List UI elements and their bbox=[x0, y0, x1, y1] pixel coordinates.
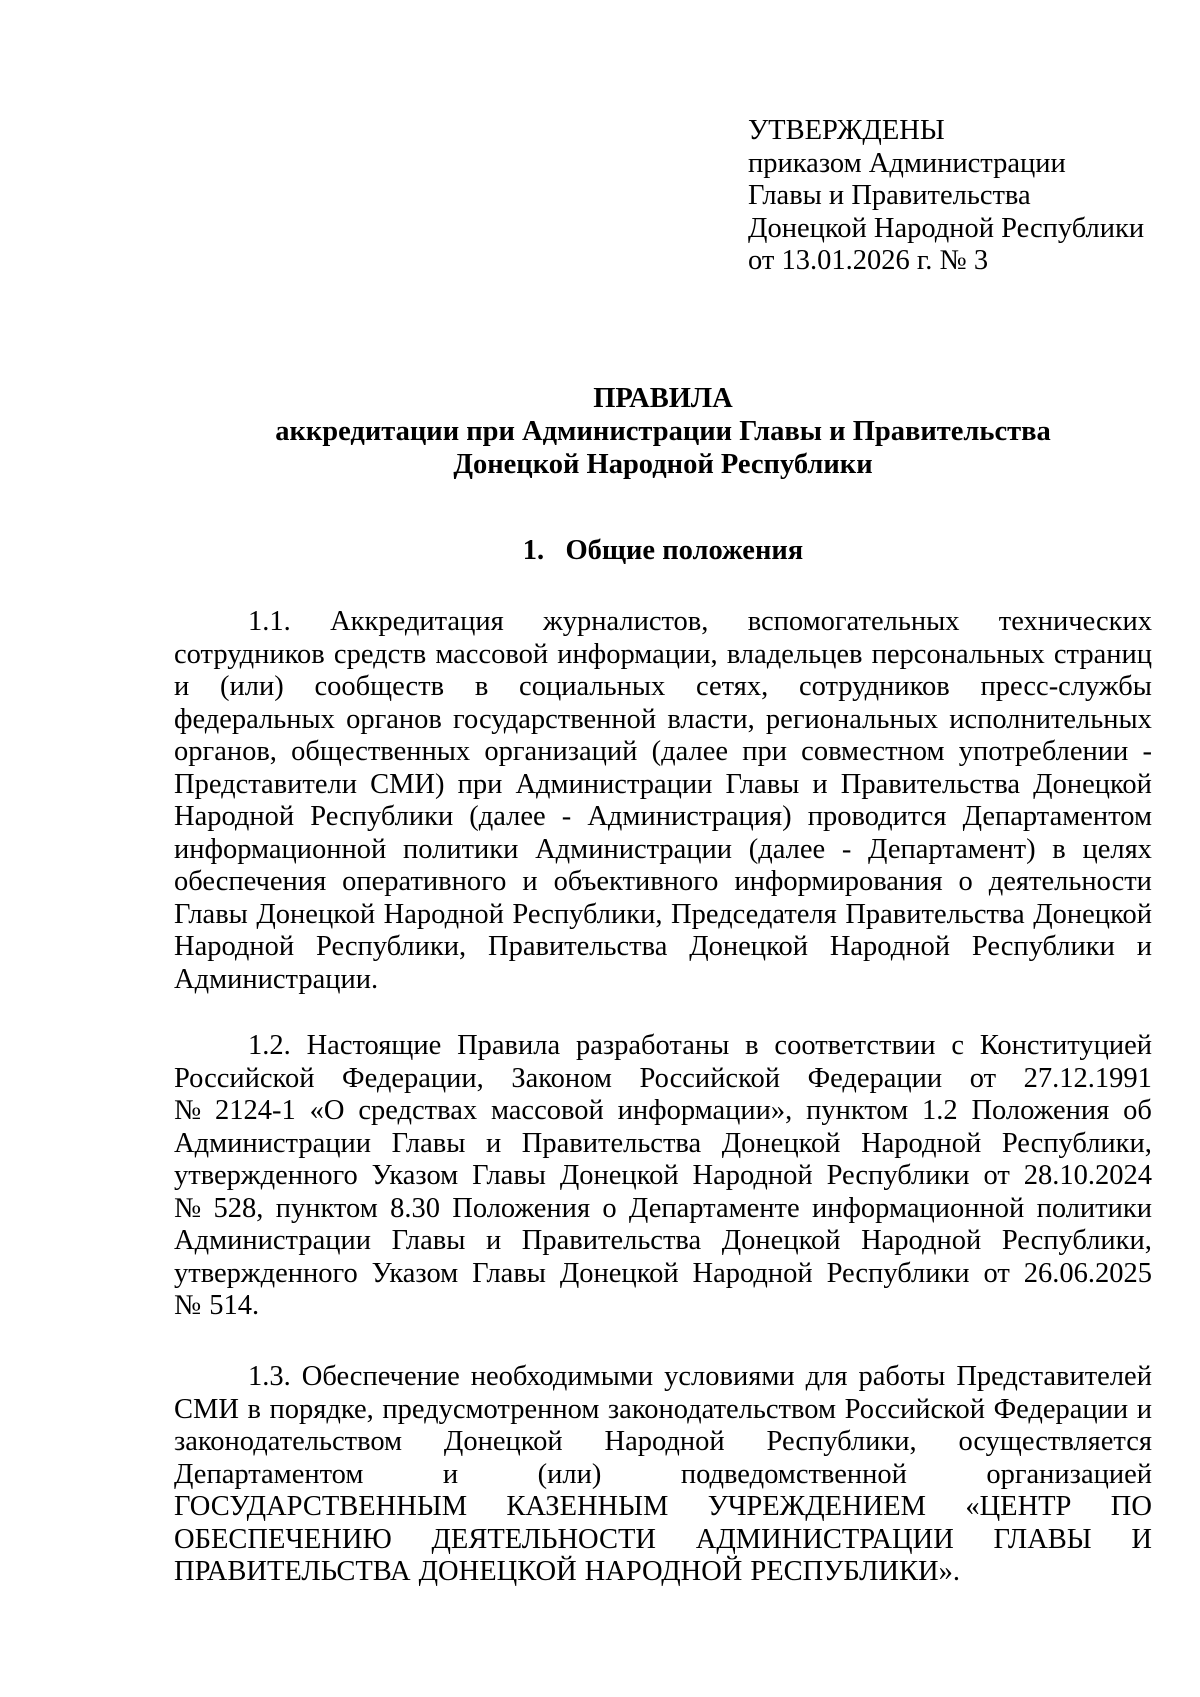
paragraph-line: сотрудников средств массовой информации, владельцев персональных страниц bbox=[174, 638, 1152, 670]
paragraph-line: ГОСУДАРСТВЕННЫМ КАЗЕННЫМ УЧРЕЖДЕНИЕМ «ЦЕНТР ПО bbox=[174, 1491, 1152, 1522]
paragraph-line: 1.2. Настоящие Правила разработаны в соответствии с Конституцией bbox=[248, 1030, 1152, 1061]
paragraph-line: Российской Федерации, Законом Российской Федерации от 27.12.1991 bbox=[174, 1062, 1152, 1094]
paragraph-line: № 528, пунктом 8.30 Положения о Департаменте информационной политики bbox=[174, 1192, 1152, 1224]
paragraph-line: информационной политики Администрации (далее - Департамент) в целях bbox=[174, 833, 1152, 865]
document-title bbox=[174, 382, 1152, 481]
paragraph-line: законодательством Донецкой Народной Республики, осуществляется bbox=[174, 1426, 1152, 1457]
paragraph-line: № 2124-1 «О средствах массовой информации», пунктом 1.2 Положения об bbox=[174, 1095, 1152, 1126]
approval-date-number: от 13.01.2026 г. № 3 bbox=[748, 245, 989, 276]
paragraph-line: СМИ в порядке, предусмотренном законодательством Российской Федерации и bbox=[174, 1393, 1152, 1425]
paragraph-line: и (или) сообществ в социальных сетях, сотрудников пресс-службы bbox=[174, 671, 1152, 702]
paragraph-line: обеспечения оперативного и объективного информирования о деятельности bbox=[174, 866, 1152, 897]
paragraph-1-1 bbox=[174, 606, 1152, 996]
approval-heading: УТВЕРЖДЕНЫ bbox=[748, 115, 945, 146]
approval-line: приказом Администрации bbox=[748, 147, 1066, 179]
paragraph-line: Администрации Главы и Правительства Донецкой Народной Республики, bbox=[174, 1225, 1152, 1256]
paragraph-line: ПРАВИТЕЛЬСТВА ДОНЕЦКОЙ НАРОДНОЙ РЕСПУБЛИКИ». bbox=[174, 1556, 960, 1587]
paragraph-line: Администрации. bbox=[174, 963, 379, 995]
paragraph-line: 1.3. Обеспечение необходимыми условиями для работы Представителей bbox=[248, 1361, 1152, 1392]
paragraph-line: Администрации Главы и Правительства Донецкой Народной Республики, bbox=[174, 1127, 1152, 1159]
paragraph-line: 1.1. Аккредитация журналистов, вспомогательных технических bbox=[248, 606, 1152, 637]
paragraph-line: ОБЕСПЕЧЕНИЮ ДЕЯТЕЛЬНОСТИ АДМИНИСТРАЦИИ ГЛАВЫ И bbox=[174, 1523, 1152, 1555]
paragraph-line: Главы Донецкой Народной Республики, Председателя Правительства Донецкой bbox=[174, 898, 1152, 930]
approval-stamp-block bbox=[748, 115, 1168, 278]
paragraph-line: Народной Республики (далее - Администрация) проводится Департаментом bbox=[174, 801, 1152, 832]
paragraph-1-2 bbox=[174, 1030, 1152, 1323]
paragraph-1-3 bbox=[174, 1361, 1152, 1589]
paragraph-line: Представители СМИ) при Администрации Главы и Правительства Донецкой bbox=[174, 768, 1152, 800]
paragraph-line: органов, общественных организаций (далее при совместном употреблении - bbox=[174, 736, 1152, 767]
paragraph-line: федеральных органов государственной власти, региональных исполнительных bbox=[174, 703, 1152, 735]
document-subtitle-line: Донецкой Народной Республики bbox=[453, 449, 873, 480]
paragraph-line: Народной Республики, Правительства Донецкой Народной Республики и bbox=[174, 931, 1152, 962]
paragraph-line: утвержденного Указом Главы Донецкой Народной Республики от 26.06.2025 bbox=[174, 1257, 1152, 1289]
section-heading: 1. Общие положения bbox=[522, 535, 804, 566]
document-title-heading: ПРАВИЛА bbox=[593, 383, 733, 414]
paragraph-line: Департаментом и (или) подведомственной организацией bbox=[174, 1458, 1152, 1490]
paragraph-line: № 514. bbox=[174, 1290, 260, 1321]
paragraph-line: утвержденного Указом Главы Донецкой Народной Республики от 28.10.2024 bbox=[174, 1160, 1152, 1191]
document-subtitle-line: аккредитации при Администрации Главы и Правительства bbox=[275, 416, 1051, 447]
approval-line: Донецкой Народной Республики bbox=[748, 212, 1145, 244]
approval-line: Главы и Правительства bbox=[748, 180, 1031, 211]
